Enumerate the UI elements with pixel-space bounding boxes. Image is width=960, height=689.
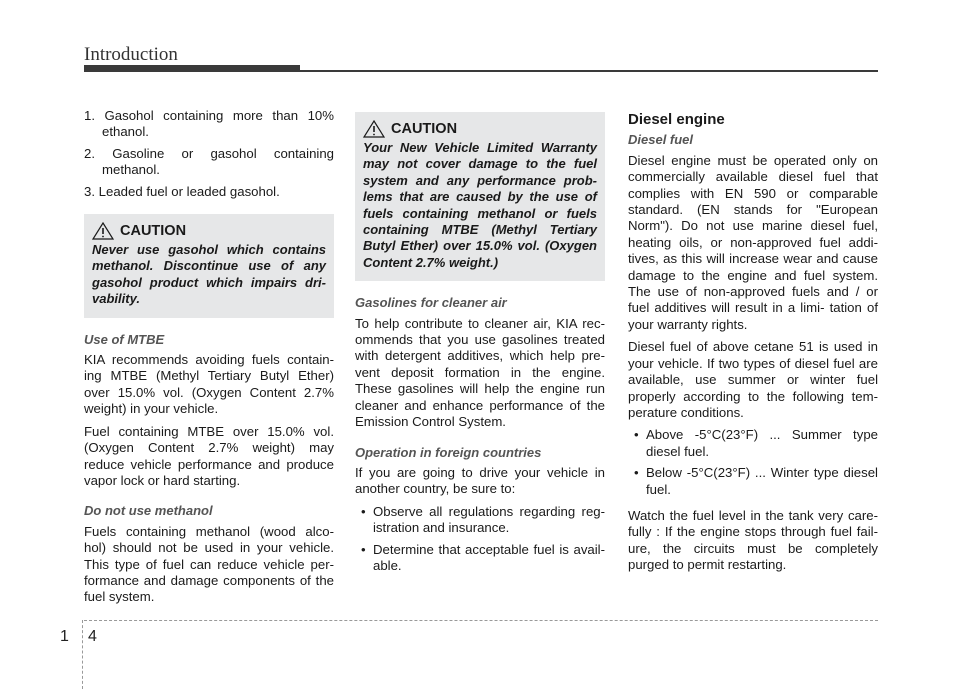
section-heading-methanol: Do not use methanol <box>84 503 213 519</box>
section-title-diesel-engine: Diesel engine <box>628 111 725 128</box>
caution-text: Your New Vehicle Limited Warranty may not cover damage to the fuel system and any performance prob- lems that are caused by the use of fuels containing methanol or fuels containing MTBE (Methyl Tertiary Butyl Ether) over 15.0% vol. (Oxygen Content 2.7% weight.) <box>363 140 597 270</box>
bullet-item: • Above -5°C(23°F) ... Summer type diesel fuel. <box>628 427 878 460</box>
warning-triangle-icon <box>363 120 385 138</box>
caution-box-warranty <box>355 112 605 281</box>
section-heading-diesel-fuel: Diesel fuel <box>628 132 694 148</box>
paragraph: KIA recommends avoiding fuels contain- ing MTBE (Methyl Tertiary Butyl Ether) over 15.0% vol. (Oxygen Content 2.7% weight) in your vehicle. <box>84 352 334 417</box>
page-number: 4 <box>88 628 97 645</box>
page-title: Introduction <box>84 44 178 65</box>
paragraph: Diesel engine must be operated only on commercially available diesel fuel that complies with EN 590 or comparable standard. (EN stands for "European Norm"). Do not use marine diesel fuel, heating oils, or non-approved fuel addi- tives, as this will increase wear and cause damage to the engine and fuel system. The use of non-approved fuels and / or fuel additives will result in a limi- tation of your warranty rights. <box>628 152 878 332</box>
paragraph: If you are going to drive your vehicle in another country, be sure to: <box>355 464 605 497</box>
caution-header <box>363 120 597 138</box>
header-rule-thin <box>300 70 878 72</box>
caution-header <box>92 222 326 240</box>
paragraph: Diesel fuel of above cetane 51 is used in your vehicle. If two types of diesel fuel are available, use summer or winter fuel properly according to the following tem- perature conditions. <box>628 339 878 420</box>
column-3 <box>628 112 878 580</box>
footer-divider <box>82 620 84 689</box>
section-heading-mtbe: Use of MTBE <box>84 331 165 347</box>
paragraph: Fuel containing MTBE over 15.0% vol. (Oxygen Content 2.7% weight) may reduce vehicle performance and produce vapor lock or hard starting. <box>84 423 334 488</box>
paragraph: To help contribute to cleaner air, KIA rec- ommends that you use gasolines treated with detergent additives, which help pre- vent deposit formation in the engine. These gasolines will help the engine run cleaner and enhance performance of the Emission Control System. <box>355 315 605 430</box>
paragraph: Watch the fuel level in the tank very care- fully : If the engine stops through fuel fail- ure, the circuits must be completely purged to permit restarting. <box>628 507 878 573</box>
bullet-item: • Determine that acceptable fuel is avail- able. <box>355 542 605 575</box>
footer-rule <box>84 620 878 622</box>
bullet-item: • Below -5°C(23°F) ... Winter type diesel fuel. <box>628 465 878 498</box>
column-1 <box>84 108 334 612</box>
caution-text: Never use gasohol which contains methanol. Discontinue use of any gasohol product which impairs dri- vability. <box>92 242 326 307</box>
list-item: 2. Gasoline or gasohol containing methanol. <box>84 145 334 178</box>
bullet-item: • Observe all regulations regarding reg- istration and insurance. <box>355 504 605 537</box>
paragraph: Fuels containing methanol (wood alco- hol) should not be used in your vehicle. This type of fuel can reduce vehicle per- formance and damage components of the fuel system. <box>84 523 334 605</box>
list-item: 1. Gasohol containing more than 10% ethanol. <box>84 108 334 140</box>
section-heading-foreign-countries: Operation in foreign countries <box>355 444 542 460</box>
header-rule-thick <box>84 65 300 72</box>
list-item: 3. Leaded fuel or leaded gasohol. <box>84 183 280 199</box>
section-heading-cleaner-air: Gasolines for cleaner air <box>355 295 507 311</box>
caution-title: CAUTION <box>120 222 187 239</box>
warning-triangle-icon <box>92 222 114 240</box>
caution-title: CAUTION <box>391 120 458 137</box>
column-2 <box>355 112 605 579</box>
caution-box-methanol <box>84 214 334 318</box>
chapter-number: 1 <box>60 628 69 645</box>
